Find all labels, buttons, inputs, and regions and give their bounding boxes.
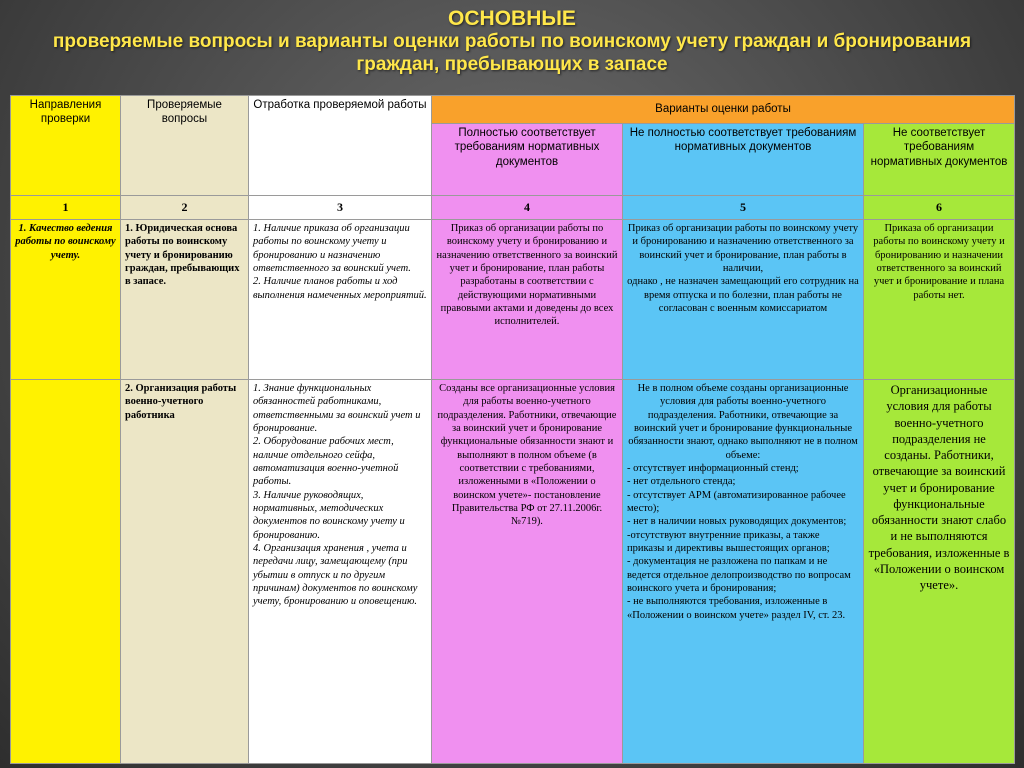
header-work: Отработка проверяемой работы bbox=[249, 96, 432, 196]
work-legal-basis bbox=[249, 220, 432, 380]
partial-item: -отсутствуют внутренние приказы, а также приказы и директивы вышестоящих органов; bbox=[627, 529, 830, 554]
partial-item: - отсутствует информационный стенд; bbox=[627, 462, 799, 474]
column-number: 6 bbox=[864, 196, 1015, 220]
direction-empty bbox=[11, 380, 121, 764]
no-compliance-legal: Приказа об организации работы по воинскому учету и бронированию и назначении ответственного за воинский учет и бронирование и плана работы нет. bbox=[864, 220, 1015, 380]
work-item: 1. Наличие приказа об организации работы по воинскому учету и бронированию и назначению ответственного за воинский учет. bbox=[253, 223, 411, 274]
header-no-compliance: Не соответствует требованиям нормативных документов bbox=[864, 124, 1015, 196]
header-partial-compliance: Не полностью соответствует требованиям нормативных документов bbox=[623, 124, 864, 196]
direction-quality: 1. Качество ведения работы по воинскому учету. bbox=[11, 220, 121, 380]
work-item: 4. Организация хранения , учета и передачи лицу, замещающему (при убытии в отпуск и по другим причинам) документов по воинскому учету, бронированию и оповещению. bbox=[253, 542, 418, 608]
column-number: 1 bbox=[11, 196, 121, 220]
partial-item: - отсутствует АРМ (автоматизированное рабочее место); bbox=[627, 489, 846, 514]
question-organization: 2. Организация работы военно-учетного работника bbox=[121, 380, 249, 764]
partial-item: - нет отдельного стенда; bbox=[627, 476, 736, 488]
header-full-compliance: Полностью соответствует требованиям нормативных документов bbox=[432, 124, 623, 196]
partial-item: - не выполняются требования, изложенные в «Положении о воинском учете» раздел IV, ст. 23. bbox=[627, 596, 846, 621]
partial-intro: Не в полном объеме созданы организационные условия для работы военно-учетного подразделения. Работники, отвечающие за воинский учет и бронирование функциональные обязанности знают, однако выполняют не в полном объеме: bbox=[628, 383, 858, 461]
partial-compliance-organization bbox=[623, 380, 864, 764]
assessment-table bbox=[10, 95, 1015, 764]
header-questions: Проверяемые вопросы bbox=[121, 96, 249, 196]
full-compliance-organization: Созданы все организационные условия для работы военно-учетного подразделения. Работники, отвечающие за воинский учет и бронирование функциональные обязанности знают и выполняют в полном объеме (в соответствии с требованиями, изложенными в «Положении о воинском учете»- постановление Правительства РФ от 27.11.2006г. №719). bbox=[432, 380, 623, 764]
column-number: 5 bbox=[623, 196, 864, 220]
header-directions: Направления проверки bbox=[11, 96, 121, 196]
column-number: 3 bbox=[249, 196, 432, 220]
question-legal-basis: 1. Юридическая основа работы по воинскому учету и бронированию граждан, пребывающих в запасе. bbox=[121, 220, 249, 380]
column-number: 4 bbox=[432, 196, 623, 220]
table-row bbox=[11, 220, 1015, 380]
partial-compliance-legal bbox=[623, 220, 864, 380]
header-assessment-variants: Варианты оценки работы bbox=[432, 96, 1015, 124]
title-main: ОСНОВНЫЕ bbox=[448, 7, 576, 30]
table-row bbox=[11, 380, 1015, 764]
column-number-row bbox=[11, 196, 1015, 220]
full-compliance-legal: Приказ об организации работы по воинскому учету и бронированию и назначению ответственного за воинский учет и бронирование, план работы разработаны в соответствии с действующими нормативными правовыми актами и доведены до всех исполнителей. bbox=[432, 220, 623, 380]
work-item: 3. Наличие руководящих, нормативных, методических документов по воинскому учету и бронированию. bbox=[253, 489, 405, 541]
work-item: 1. Знание функциональных обязанностей работниками, ответственными за воинский учет и бронирование. bbox=[253, 383, 421, 434]
work-item: 2. Оборудование рабочих мест, наличие отдельного сейфа, автоматизация военно-учетной работы. bbox=[253, 436, 399, 488]
partial-text: однако , не назначен замещающий его сотрудник на время отпуска и по болезни, план работы не согласован с военным комиссариатом bbox=[627, 276, 859, 314]
no-compliance-organization: Организационные условия для работы военно-учетного подразделения не созданы. Работники, отвечающие за воинский учет и бронирование функциональные обязанности знают слабо и не выполняются требования, изложенные в «Положении о воинском учете». bbox=[864, 380, 1015, 764]
title-subtitle: проверяемые вопросы и варианты оценки работы по воинскому учету граждан и бронирования граждан, пребывающих в запасе bbox=[52, 31, 972, 75]
partial-item: - нет в наличии новых руководящих документов; bbox=[627, 516, 847, 528]
work-organization bbox=[249, 380, 432, 764]
column-number: 2 bbox=[121, 196, 249, 220]
partial-text: Приказ об организации работы по воинскому учету и бронированию и назначению ответственного за воинский учет и бронирование, план работы в наличии, bbox=[627, 223, 859, 274]
partial-item: - документация не разложена по папкам и не ведется отдельное делопроизводство по вопросам воинского учета и бронирования; bbox=[627, 556, 851, 594]
work-item: 2. Наличие планов работы и ход выполнения намеченных мероприятий. bbox=[253, 276, 427, 301]
slide-title bbox=[0, 6, 1024, 77]
